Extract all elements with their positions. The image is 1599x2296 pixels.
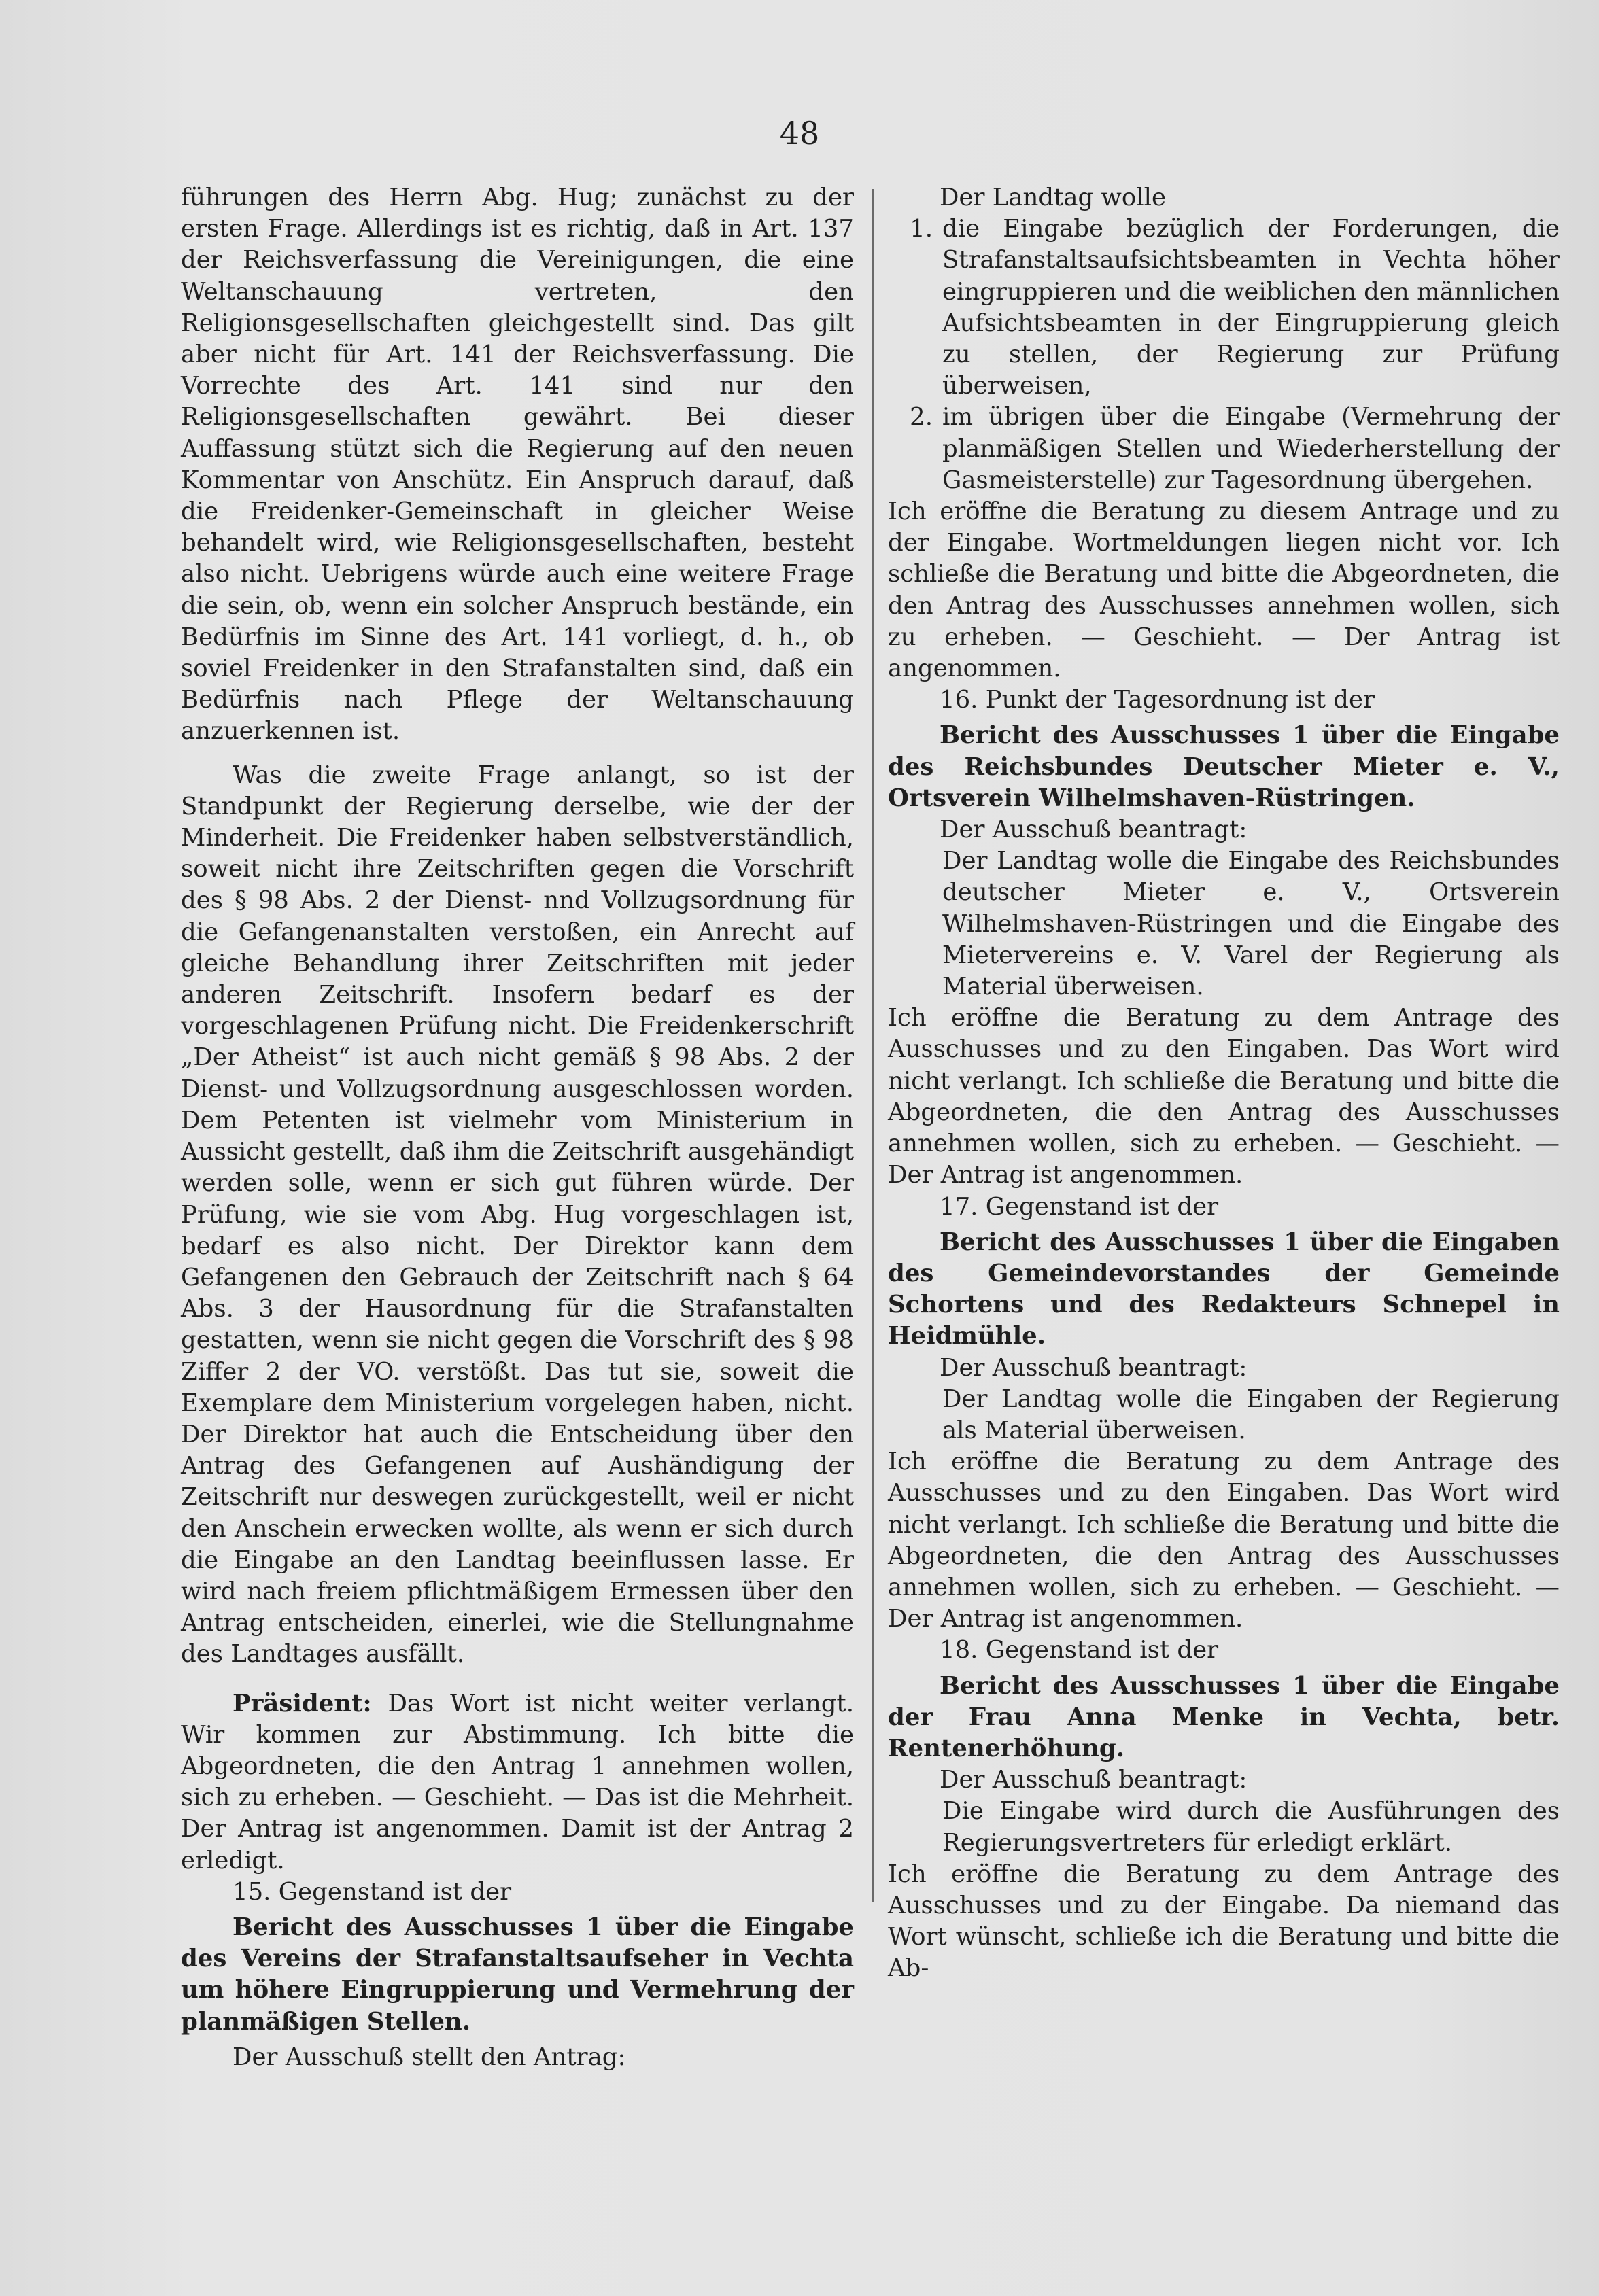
item-17-close: Ich eröffne die Beratung zu dem Antrage des Ausschusses und zu den Eingaben. Das Wort wird nicht verlangt. Ich schließe die Beratung und bitte die Abgeordneten, die den Antrag des Ausschusses annehmen wollen, sich zu erheben. — Geschieht. — Der Antrag ist angenommen. (888, 1448, 1560, 1633)
page-number: 48 (779, 115, 820, 152)
item-16-motion: Der Landtag wolle die Eingabe des Reichsbundes deutscher Mieter e. V., Ortsverein Wilhelmshaven-Rüstringen und die Eingabe des Mietervereins e. V. Varel der Regierung als Material überweisen. (942, 847, 1560, 1001)
item-18-motion-intro: Der Ausschuß beantragt: (940, 1766, 1248, 1794)
item-18-motion: Die Eingabe wird durch die Ausführungen des Regierungsvertreters für erledigt erklärt. (942, 1797, 1560, 1857)
motion-item-text: im übrigen über die Eingabe (Vermehrung der planmäßigen Stellen und Wiederherstellung der Gasmeisterstelle) zur Tagesordnung übergehen. (942, 403, 1560, 494)
item-15-motion-intro: Der Ausschuß stellt den Antrag: (233, 2042, 626, 2071)
item-16-title: Bericht des Ausschusses 1 über die Eingabe des Reichsbundes Deutscher Mieter e. V., Ortsverein Wilhelmshaven-Rüstringen. (888, 721, 1560, 812)
column-divider (872, 189, 874, 1902)
item-16-intro: 16. Punkt der Tagesordnung ist der (940, 686, 1375, 714)
item-17-motion: Der Landtag wolle die Eingaben der Regierung als Material überweisen. (942, 1385, 1560, 1444)
motion-item-1 (888, 213, 1560, 402)
president-statement (181, 1688, 854, 1877)
left-column (181, 182, 854, 2071)
item-15-title: Bericht des Ausschusses 1 über die Eingabe des Vereins der Strafanstaltsaufseher in Vechta um höhere Eingruppierung und Vermehrung der planmäßigen Stellen. (181, 1913, 854, 2036)
item-18-close: Ich eröffne die Beratung zu dem Antrage des Ausschusses und zu der Eingabe. Da niemand das Wort wünscht, schließe ich die Beratung und bitte die Ab- (888, 1860, 1560, 1983)
item-15-close: Ich eröffne die Beratung zu diesem Antrage und zu der Eingabe. Wortmeldungen liegen nicht vor. Ich schließe die Beratung und bitte die Abgeordneten, die den Antrag des Ausschusses annehmen wollen, sich zu erheben. — Geschieht. — Der Antrag ist angenommen. (888, 498, 1560, 683)
paragraph-first-question: führungen des Herrn Abg. Hug; zunächst zu der ersten Frage. Allerdings ist es richtig, daß in Art. 137 der Reichsverfassung die Vereinigungen, die eine Weltanschauung vertreten, den Religionsgesellschaften gleichgestellt sind. Das gilt aber nicht für Art. 141 der Reichsverfassung. Die Vorrechte des Art. 141 sind nur den Religionsgesellschaften gewährt. Bei dieser Auffassung stützt sich die Regierung auf den neuen Kommentar von Anschütz. Ein Anspruch darauf, daß die Freidenker-Gemeinschaft in gleicher Weise behandelt wird, wie Religionsgesellschaften, besteht also nicht. Uebrigens würde auch eine weitere Frage die sein, ob, wenn ein solcher Anspruch bestände, ein Bedürfnis im Sinne des Art. 141 vorliegt, d. h., ob soviel Freidenker in den Strafanstalten sind, daß ein Bedürfnis nach Pflege der Weltanschauung anzuerkennen ist. (181, 184, 854, 746)
item-17-motion-intro: Der Ausschuß beantragt: (940, 1353, 1248, 1382)
item-16-close: Ich eröffne die Beratung zu dem Antrage des Ausschusses und zu den Eingaben. Das Wort wird nicht verlangt. Ich schließe die Beratung und bitte die Abgeordneten, die den Antrag des Ausschusses annehmen wollen, sich zu erheben. — Geschieht. — Der Antrag ist angenommen. (888, 1004, 1560, 1189)
motion-item-text: die Eingabe bezüglich der Forderungen, die Strafanstaltsaufsichtsbeamten in Vechta höher eingruppieren und die weiblichen den männlichen Aufsichtsbeamten in der Eingruppierung gleich zu stellen, der Regierung zur Prüfung überweisen, (942, 215, 1560, 400)
paragraph-second-question: Was die zweite Frage anlangt, so ist der Standpunkt der Regierung derselbe, wie der der Minderheit. Die Freidenker haben selbstverständlich, soweit nicht ihre Zeitschriften gegen die Vorschrift des § 98 Abs. 2 der Dienst- nnd Vollzugsordnung für die Gefangenanstalten verstoßen, ein Anrecht auf gleiche Behandlung ihrer Zeitschriften mit jeder anderen Zeitschrift. Insofern bedarf es der vorgeschlagenen Prüfung nicht. Die Freidenkerschrift „Der Atheist“ ist auch nicht gemäß § 98 Abs. 2 der Dienst- und Vollzugsordnung ausgeschlossen worden. Dem Petenten ist vielmehr vom Ministerium in Aussicht gestellt, daß ihm die Zeitschrift ausgehändigt werden solle, wenn er sich gut führen würde. Der Prüfung, wie sie vom Abg. Hug vorgeschlagen ist, bedarf es also nicht. Der Direktor kann dem Gefangenen den Gebrauch der Zeitschrift nach § 64 Abs. 3 der Hausordnung für die Strafanstalten gestatten, wenn sie nicht gegen die Vorschrift des § 98 Ziffer 2 der VO. verstößt. Das tut sie, soweit die Exemplare dem Ministerium vorgelegen haben, nicht. Der Direktor hat auch die Entscheidung über den Antrag des Gefangenen auf Aushändigung der Zeitschrift nur deswegen zurückgestellt, weil er nicht den Anschein erwecken wollte, als wenn er sich durch die Eingabe an den Landtag beeinflussen lasse. Er wird nach freiem pflichtmäßigem Ermessen über den Antrag entscheiden, einerlei, wie die Stellungnahme des Landtages ausfällt. (181, 761, 854, 1669)
item-17-title: Bericht des Ausschusses 1 über die Eingaben des Gemeindevorstandes der Gemeinde Schortens und des Redakteurs Schnepel in Heidmühle. (888, 1228, 1560, 1351)
item-18-intro: 18. Gegenstand ist der (940, 1636, 1219, 1665)
item-17-intro: 17. Gegenstand ist der (940, 1192, 1219, 1221)
item-18-title: Bericht des Ausschusses 1 über die Eingabe der Frau Anna Menke in Vechta, betr. Rentenerhöhung. (888, 1671, 1560, 1762)
motion-item-number: 2. (910, 403, 933, 432)
item-15-intro: 15. Gegenstand ist der (233, 1877, 512, 1906)
motion-item-number: 1. (910, 215, 933, 243)
president-text: Das Wort ist nicht weiter verlangt. Wir kommen zur Abstimmung. Ich bitte die Abgeordneten, die den Antrag 1 annehmen wollen, sich zu erheben. — Geschieht. — Das ist die Mehrheit. Der Antrag ist angenommen. Damit ist der Antrag 2 erledigt. (181, 1689, 854, 1875)
motion-head: Der Landtag wolle (940, 184, 1166, 211)
motion-item-2 (888, 402, 1560, 496)
speaker-label: Präsident: (233, 1689, 372, 1718)
right-column (888, 182, 1560, 2017)
item-16-motion-intro: Der Ausschuß beantragt: (940, 816, 1248, 844)
